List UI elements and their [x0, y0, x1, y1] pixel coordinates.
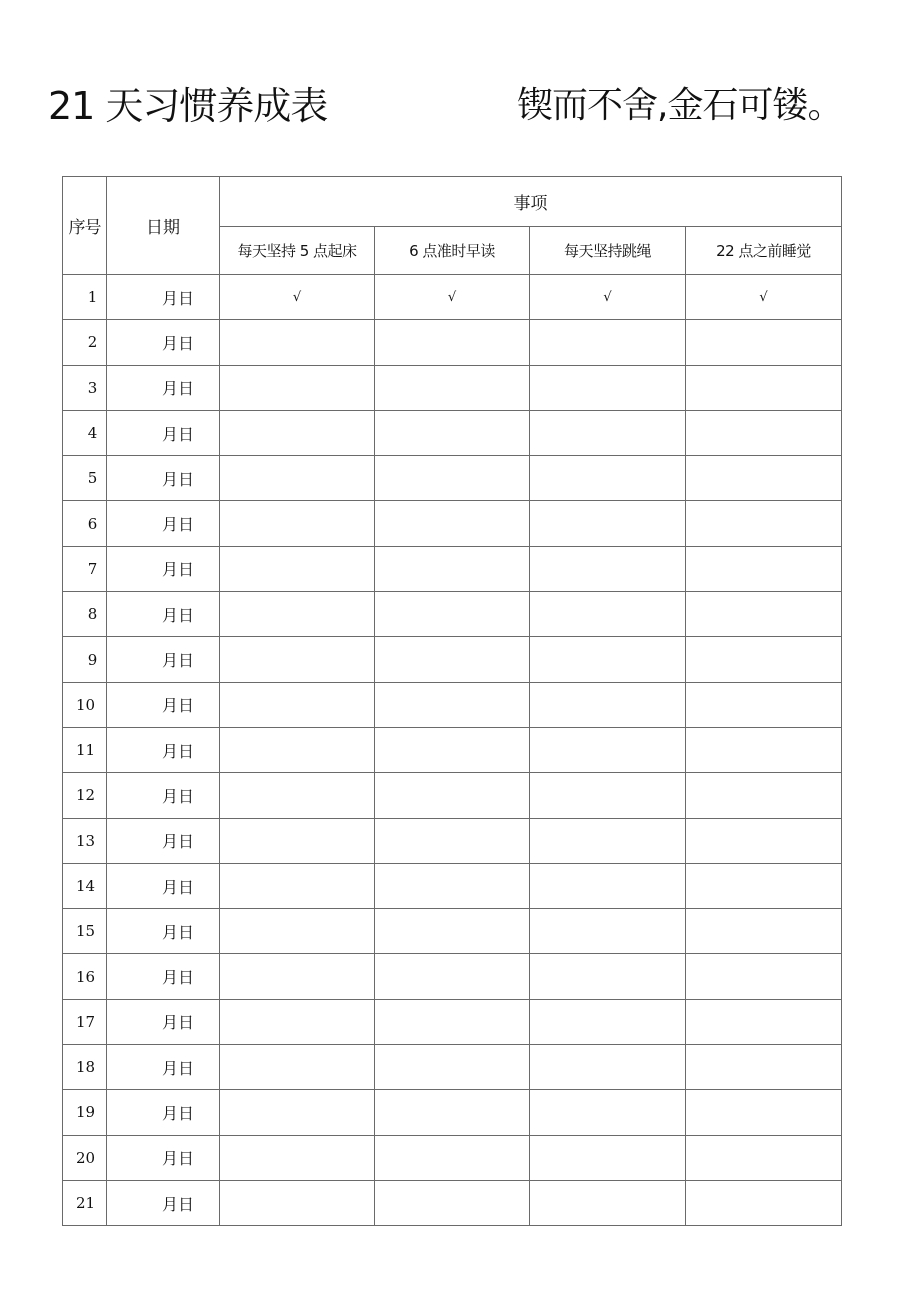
habit-check-cell[interactable] — [375, 909, 530, 954]
row-date: 月日 — [107, 592, 220, 637]
row-date: 月日 — [107, 773, 220, 818]
habit-check-cell[interactable] — [530, 773, 686, 818]
row-date: 月日 — [107, 1180, 220, 1225]
habit-check-cell[interactable] — [375, 456, 530, 501]
row-seq: 20 — [63, 1135, 107, 1180]
habit-check-cell[interactable] — [530, 410, 686, 455]
habit-check-cell[interactable] — [530, 546, 686, 591]
table-row — [63, 954, 842, 999]
row-date: 月日 — [107, 909, 220, 954]
habit-check-cell[interactable] — [530, 592, 686, 637]
habit-check-cell[interactable] — [686, 999, 842, 1044]
habit-check-cell[interactable] — [530, 1045, 686, 1090]
habit-check-cell[interactable] — [220, 501, 375, 546]
table-row — [63, 501, 842, 546]
habit-check-cell[interactable] — [375, 1180, 530, 1225]
habit-check-cell[interactable] — [220, 320, 375, 365]
habit-check-cell[interactable] — [375, 1090, 530, 1135]
row-date: 月日 — [107, 954, 220, 999]
row-seq: 15 — [63, 909, 107, 954]
habit-check-cell[interactable] — [220, 546, 375, 591]
habit-check-cell[interactable] — [375, 320, 530, 365]
habit-check-cell[interactable] — [686, 954, 842, 999]
habit-header: 每天坚持 5 点起床 — [220, 227, 375, 275]
row-seq: 3 — [63, 365, 107, 410]
habit-check-cell[interactable]: √ — [220, 275, 375, 320]
habit-check-cell[interactable] — [220, 727, 375, 772]
habit-check-cell[interactable] — [530, 501, 686, 546]
table-row — [63, 275, 842, 320]
habit-check-cell[interactable] — [686, 1090, 842, 1135]
habit-check-cell[interactable] — [530, 1180, 686, 1225]
row-date: 月日 — [107, 637, 220, 682]
habit-check-cell[interactable] — [530, 818, 686, 863]
row-seq: 8 — [63, 592, 107, 637]
habit-check-cell[interactable] — [686, 1135, 842, 1180]
habit-check-cell[interactable] — [686, 320, 842, 365]
habit-check-cell[interactable] — [220, 410, 375, 455]
row-seq: 19 — [63, 1090, 107, 1135]
habit-check-cell[interactable] — [375, 682, 530, 727]
row-seq: 16 — [63, 954, 107, 999]
row-date: 月日 — [107, 727, 220, 772]
habit-check-cell[interactable] — [220, 999, 375, 1044]
habit-check-cell[interactable] — [686, 456, 842, 501]
header-row — [63, 177, 842, 227]
row-date: 月日 — [107, 320, 220, 365]
table-row — [63, 637, 842, 682]
page-title: 21 天习惯养成表 — [48, 84, 328, 128]
habit-check-cell[interactable] — [686, 1180, 842, 1225]
row-date: 月日 — [107, 818, 220, 863]
table-row — [63, 1045, 842, 1090]
habit-check-cell[interactable] — [375, 773, 530, 818]
habit-check-cell[interactable] — [375, 501, 530, 546]
table-row — [63, 682, 842, 727]
habit-check-cell[interactable] — [220, 365, 375, 410]
habit-check-cell[interactable] — [686, 546, 842, 591]
habit-check-cell[interactable] — [686, 637, 842, 682]
habit-check-cell[interactable] — [375, 546, 530, 591]
table-row — [63, 1180, 842, 1225]
row-date: 月日 — [107, 365, 220, 410]
habit-check-cell[interactable] — [375, 637, 530, 682]
habit-check-cell[interactable] — [686, 863, 842, 908]
habit-check-cell[interactable] — [686, 909, 842, 954]
habit-check-cell[interactable] — [686, 818, 842, 863]
table-row — [63, 863, 842, 908]
habit-check-cell[interactable] — [375, 592, 530, 637]
habit-check-cell[interactable]: √ — [375, 275, 530, 320]
row-date: 月日 — [107, 1090, 220, 1135]
table-row — [63, 410, 842, 455]
habit-check-cell[interactable] — [530, 682, 686, 727]
table-row — [63, 546, 842, 591]
habit-check-cell[interactable] — [220, 1090, 375, 1135]
habit-check-cell[interactable] — [220, 1135, 375, 1180]
habit-check-cell[interactable] — [686, 1045, 842, 1090]
row-date: 月日 — [107, 501, 220, 546]
habit-check-cell[interactable] — [220, 909, 375, 954]
habit-check-cell[interactable] — [530, 637, 686, 682]
row-date: 月日 — [107, 1045, 220, 1090]
habit-check-cell[interactable] — [686, 727, 842, 772]
row-seq: 6 — [63, 501, 107, 546]
habit-check-cell[interactable] — [530, 909, 686, 954]
table-row — [63, 456, 842, 501]
habit-check-cell[interactable] — [375, 863, 530, 908]
habit-check-cell[interactable] — [686, 773, 842, 818]
column-header-seq: 序号 — [63, 177, 107, 275]
table-row — [63, 320, 842, 365]
habit-check-cell[interactable]: √ — [530, 275, 686, 320]
row-seq: 12 — [63, 773, 107, 818]
row-seq: 1 — [63, 275, 107, 320]
row-date: 月日 — [107, 999, 220, 1044]
habit-check-cell[interactable] — [530, 727, 686, 772]
habit-check-cell[interactable] — [530, 999, 686, 1044]
row-date: 月日 — [107, 546, 220, 591]
habit-check-cell[interactable] — [375, 365, 530, 410]
habit-check-cell[interactable] — [375, 727, 530, 772]
table-row — [63, 727, 842, 772]
habit-check-cell[interactable] — [375, 1135, 530, 1180]
habit-check-cell[interactable] — [220, 954, 375, 999]
habit-check-cell[interactable] — [220, 1045, 375, 1090]
row-seq: 18 — [63, 1045, 107, 1090]
habit-table — [62, 176, 842, 1226]
row-date: 月日 — [107, 456, 220, 501]
habit-header: 22 点之前睡觉 — [686, 227, 842, 275]
table-row — [63, 999, 842, 1044]
row-seq: 17 — [63, 999, 107, 1044]
habit-check-cell[interactable] — [375, 954, 530, 999]
habit-check-cell[interactable] — [530, 1135, 686, 1180]
row-seq: 10 — [63, 682, 107, 727]
habit-check-cell[interactable] — [220, 637, 375, 682]
habit-check-cell[interactable] — [375, 1045, 530, 1090]
habit-check-cell[interactable] — [220, 1180, 375, 1225]
habit-header: 6 点准时早读 — [375, 227, 530, 275]
table-row — [63, 773, 842, 818]
table-row — [63, 909, 842, 954]
habit-check-cell[interactable] — [530, 863, 686, 908]
habit-check-cell[interactable] — [686, 592, 842, 637]
row-seq: 21 — [63, 1180, 107, 1225]
table-row — [63, 592, 842, 637]
habit-check-cell[interactable] — [220, 592, 375, 637]
table-row — [63, 818, 842, 863]
table-row — [63, 365, 842, 410]
row-date: 月日 — [107, 863, 220, 908]
row-seq: 11 — [63, 727, 107, 772]
habit-check-cell[interactable] — [530, 456, 686, 501]
table-body — [63, 275, 842, 1226]
row-date: 月日 — [107, 1135, 220, 1180]
page-motto: 锲而不舍,金石可镂。 — [517, 85, 843, 126]
habit-check-cell[interactable] — [220, 682, 375, 727]
table-row — [63, 1135, 842, 1180]
column-header-date: 日期 — [107, 177, 220, 275]
habit-check-cell[interactable] — [375, 818, 530, 863]
row-seq: 14 — [63, 863, 107, 908]
row-seq: 7 — [63, 546, 107, 591]
habit-check-cell[interactable]: √ — [686, 275, 842, 320]
habit-check-cell[interactable] — [375, 999, 530, 1044]
habit-header: 每天坚持跳绳 — [530, 227, 686, 275]
habit-check-cell[interactable] — [530, 320, 686, 365]
habit-check-cell[interactable] — [686, 410, 842, 455]
habit-check-cell[interactable] — [220, 863, 375, 908]
row-seq: 9 — [63, 637, 107, 682]
row-date: 月日 — [107, 410, 220, 455]
habit-check-cell[interactable] — [220, 456, 375, 501]
habit-check-cell[interactable] — [220, 773, 375, 818]
row-date: 月日 — [107, 682, 220, 727]
row-seq: 5 — [63, 456, 107, 501]
row-seq: 4 — [63, 410, 107, 455]
row-seq: 13 — [63, 818, 107, 863]
habit-check-cell[interactable] — [375, 410, 530, 455]
habit-check-cell[interactable] — [220, 818, 375, 863]
habit-check-cell[interactable] — [686, 501, 842, 546]
table-row — [63, 1090, 842, 1135]
habit-check-cell[interactable] — [686, 365, 842, 410]
row-date: 月日 — [107, 275, 220, 320]
column-header-items: 事项 — [220, 177, 842, 227]
row-seq: 2 — [63, 320, 107, 365]
habit-check-cell[interactable] — [686, 682, 842, 727]
habit-check-cell[interactable] — [530, 365, 686, 410]
habit-check-cell[interactable] — [530, 954, 686, 999]
habit-check-cell[interactable] — [530, 1090, 686, 1135]
